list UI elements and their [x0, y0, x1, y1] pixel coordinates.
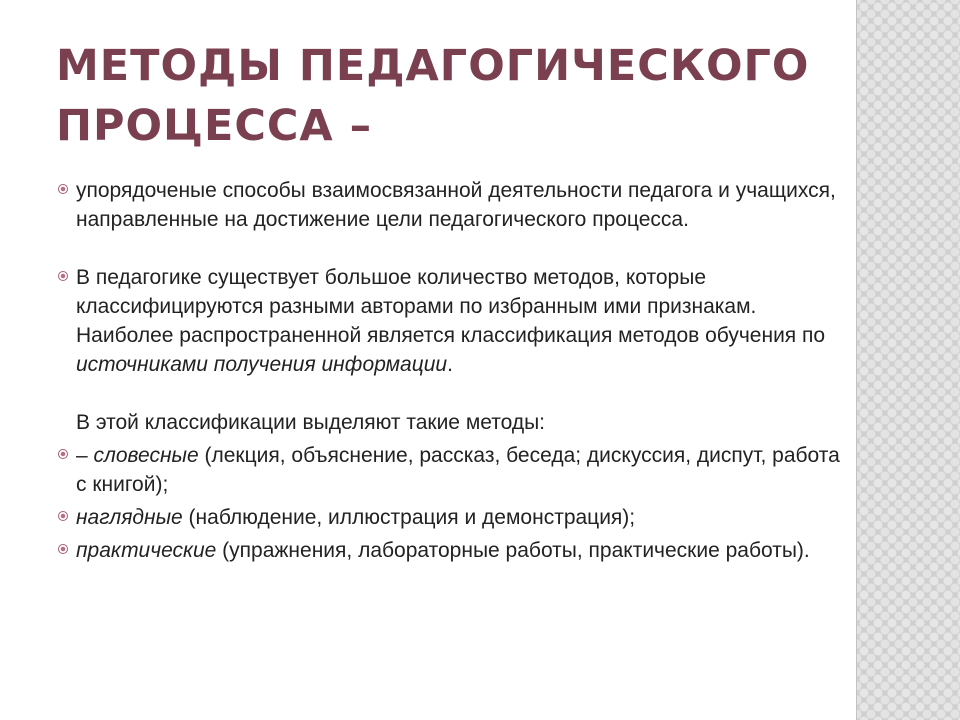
slide-title: МЕТОДЫ ПЕДАГОГИЧЕСКОГО ПРОЦЕССА –: [56, 41, 810, 151]
bullet-icon: [58, 271, 68, 281]
method-verbal-desc: (лекция, объяснение, рассказ, беседа; дискуссия, диспут, работа с книгой);: [76, 444, 840, 496]
classification-text: В педагогике существует большое количество методов, которые классифицируются разными авторами по избранным ими признакам. Наиболее распространенной является классификация методов обучения по: [76, 266, 826, 347]
bullet-icon: [58, 544, 68, 554]
classification-emphasis: источниками получения информации: [76, 353, 448, 376]
slide-body: [58, 176, 848, 565]
methods-intro: В этой классификации выделяют такие методы:: [76, 411, 546, 434]
method-practical-name: практические: [76, 539, 217, 562]
bullet-method-visual: [58, 503, 848, 532]
bullet-icon: [58, 449, 68, 459]
bullet-method-practical: [58, 536, 848, 565]
method-practical-desc: (упражнения, лабораторные работы, практические работы).: [216, 539, 810, 562]
method-visual-name: наглядные: [76, 506, 183, 529]
bullet-icon: [58, 511, 68, 521]
bullet-method-verbal: [58, 441, 848, 499]
method-verbal-name: словесные: [93, 444, 199, 467]
bullet-icon: [58, 184, 68, 194]
definition-text: упорядоченые способы взаимосвязанной деятельности педагога и учащихся, направленные на достижение цели педагогического процесса.: [76, 179, 836, 231]
method-visual-desc: (наблюдение, иллюстрация и демонстрация);: [182, 506, 636, 529]
decorative-side-panel: [856, 0, 960, 720]
method-verbal-dash: –: [76, 444, 94, 467]
classification-end: .: [447, 353, 453, 376]
bullet-definition: [58, 176, 848, 234]
bullet-classification: [58, 263, 848, 379]
